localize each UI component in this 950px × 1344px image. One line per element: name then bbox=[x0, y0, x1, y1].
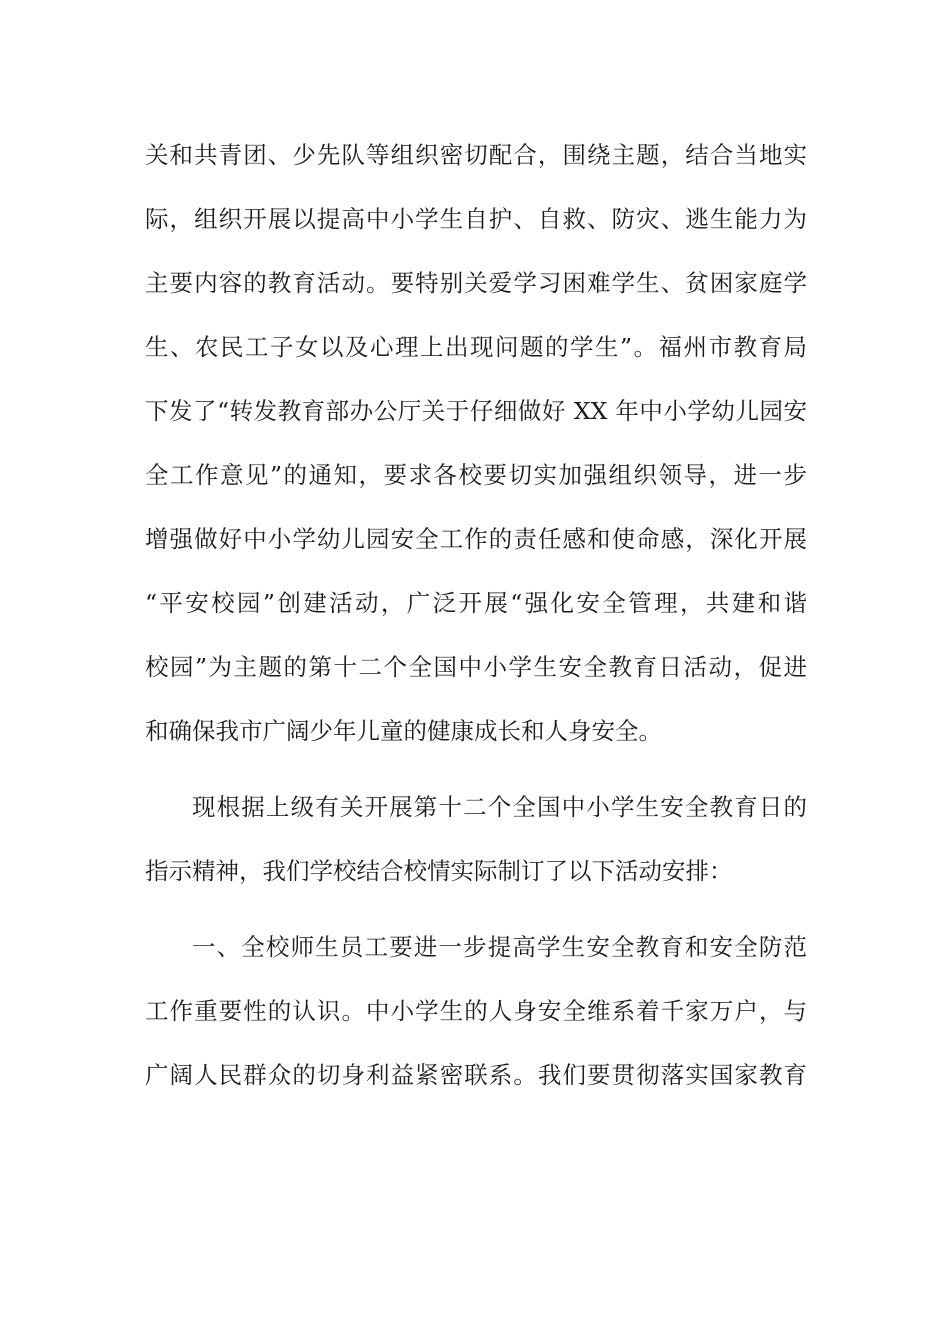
paragraph-2 bbox=[145, 779, 807, 907]
text-line: 生、农民工子女以及心理上出现问题的学生”。福州市教育局 bbox=[145, 333, 807, 361]
text-line: 和确保我市广阔少年儿童的健康成长和人身安全。 bbox=[145, 717, 662, 745]
text-line: 下发了“转发教育部办公厅关于仔细做好 XX 年中小学幼儿园安 bbox=[145, 397, 807, 425]
document-body bbox=[145, 127, 807, 1111]
text-line: 际，组织开展以提高中小学生自护、自救、防灾、逃生能力为 bbox=[145, 205, 807, 233]
text-line: 关和共青团、少先队等组织密切配合，围绕主题，结合当地实 bbox=[145, 141, 807, 169]
paragraph-spacer bbox=[145, 907, 807, 919]
text-line: 校园”为主题的第十二个全国中小学生安全教育日活动，促进 bbox=[145, 653, 807, 681]
text-line: 一、全校师生员工要进一步提高学生安全教育和安全防范 bbox=[192, 933, 807, 961]
text-line: 现根据上级有关开展第十二个全国中小学生安全教育日的 bbox=[192, 793, 807, 821]
text-line: 指示精神，我们学校结合校情实际制订了以下活动安排： bbox=[145, 857, 733, 885]
text-line: 广阔人民群众的切身利益紧密联系。我们要贯彻落实国家教育 bbox=[145, 1061, 807, 1089]
text-line: 增强做好中小学幼儿园安全工作的责任感和使命感，深化开展 bbox=[145, 525, 807, 553]
paragraph-spacer bbox=[145, 767, 807, 779]
paragraph-3 bbox=[145, 919, 807, 1111]
text-line: “平安校园”创建活动，广泛开展“强化安全管理，共建和谐 bbox=[145, 589, 807, 617]
text-line: 主要内容的教育活动。要特别关爱学习困难学生、贫困家庭学 bbox=[145, 269, 807, 297]
text-line: 工作重要性的认识。中小学生的人身安全维系着千家万户，与 bbox=[145, 997, 807, 1025]
paragraph-1 bbox=[145, 127, 807, 767]
text-line: 全工作意见”的通知，要求各校要切实加强组织领导，进一步 bbox=[145, 461, 807, 489]
